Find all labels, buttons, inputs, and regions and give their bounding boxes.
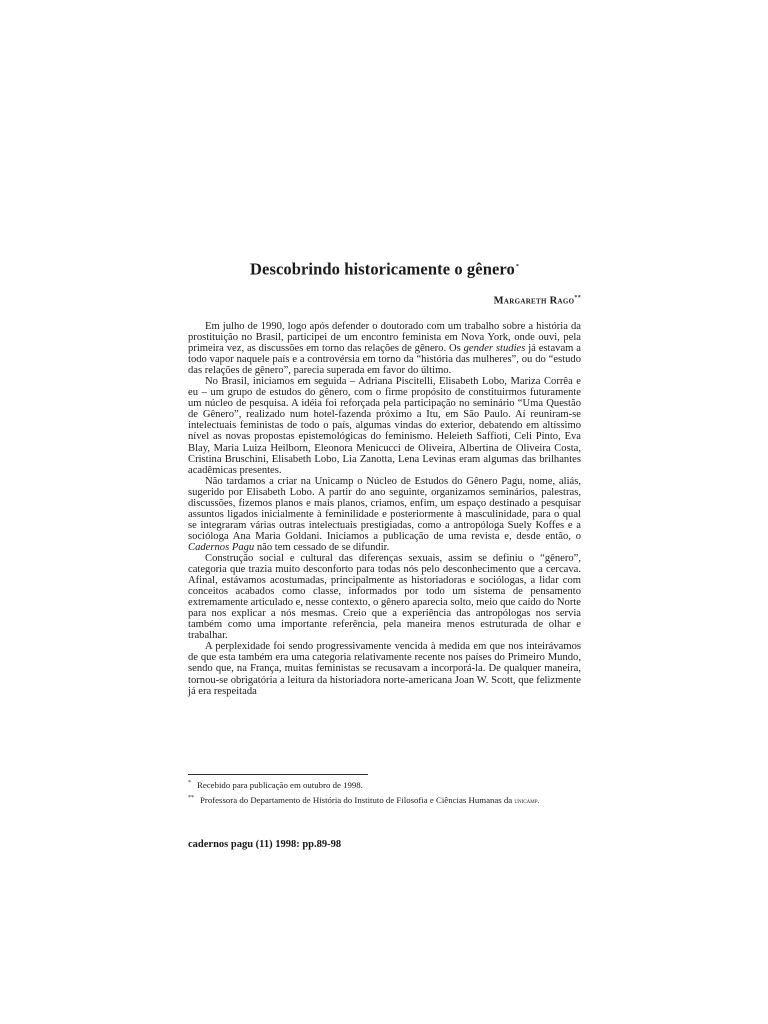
paragraph-1-text-end: já estavam a todo vapor naquele país e a controvérsia em torno da “história das mulheres”, ou do “estudo das relações de gênero”, parecia superada em favor do último. xyxy=(188,343,581,377)
paragraph-3 xyxy=(188,476,581,553)
paragraph-3-text-end: não tem cessado de se difundir. xyxy=(254,541,390,553)
author-footnote-mark: ** xyxy=(574,295,581,301)
footnote-2-institution: unicamp. xyxy=(514,795,540,805)
paragraph-1 xyxy=(188,321,581,376)
paragraph-3-emphasis: Cadernos Pagu xyxy=(188,541,255,553)
footnote-1-mark: * xyxy=(188,780,191,786)
author-name: Margareth Rago xyxy=(493,295,575,307)
paragraph-4 xyxy=(188,553,581,641)
footnote-2 xyxy=(188,794,581,806)
journal-citation: cadernos pagu (11) 1998: pp.89-98 xyxy=(188,839,342,850)
footnote-1-text: Recebido para publicação em outubro de 1998. xyxy=(197,779,363,790)
paragraph-5 xyxy=(188,641,581,696)
document-page xyxy=(188,0,581,1024)
paragraph-4-text: Construção social e cultural das diferenças sexuais, assim se definiu o “gênero”, categoria que trazia muito desconforto para todas nós pelo desconhecimento que a cercava. Afinal, estávamos acostumadas, principalmente as historiadoras e sociólogas, a lidar com conceitos acabados como classe, informados por todo um sistema de pensamento extremamente articulado e, nesse contexto, o gênero aparecia solto, meio que caído do Norte para nos explicar a nós mesmas. Creio que a experiência das antropólogas nos servia também como uma importante referência, pela maneira menos estruturada de olhar e trabalhar. xyxy=(188,552,581,642)
paragraph-5-text: A perplexidade foi sendo progressivamente vencida à medida em que nos inteirávamos de que esta também era uma categoria relativamente recente nos países do Primeiro Mundo, sendo que, na França, muitas feministas se recusavam a incorporá-la. De qualquer maneira, tornou-se obrigatória a leitura da historiadora norte-americana Joan W. Scott, que felizmente já era respeitada xyxy=(188,641,581,697)
footnote-1 xyxy=(188,779,581,791)
paragraph-1-emphasis: gender studies xyxy=(463,343,526,355)
article-body xyxy=(188,321,581,697)
footnotes xyxy=(188,779,581,808)
article-title xyxy=(188,257,581,280)
paragraph-2 xyxy=(188,376,581,475)
paragraph-3-text: Não tardamos a criar na Unicamp o Núcleo de Estudos do Gênero Pagu, nome, aliás, sugerido por Elisabeth Lobo. A partir do ano seguinte, organizamos seminários, palestras, discussões, fizemos planos e mais planos, criamos, enfim, um espaço destinado a pesquisar assuntos ligados inicialmente à feminilidade e posteriormente à masculinidade, para o qual se integraram várias outras intelectuais prestigiadas, como a antropóloga Suely Koffes e a socióloga Ana Maria Goldani. Iniciamos a publicação de uma revista e, desde então, o xyxy=(188,475,581,542)
footnote-2-text: Professora do Departamento de História do Instituto de Filosofia e Ciências Humanas da xyxy=(200,794,515,805)
paragraph-1-text: Em julho de 1990, logo após defender o doutorado com um trabalho sobre a história da prostituição no Brasil, participei de um encontro feminista em Nova York, onde ouvi, pela primeira vez, as discussões em torno das relações de gênero. Os xyxy=(188,321,581,355)
footnote-2-mark: ** xyxy=(188,794,194,801)
article-author xyxy=(494,291,581,309)
paragraph-2-text: No Brasil, iniciamos em seguida – Adriana Piscitelli, Elisabeth Lobo, Mariza Corrêa e eu – um grupo de estudos do gênero, com o firme propósito de constituirmos futuramente um núcleo de pesquisa. A idéia foi reforçada pela participação no seminário “Uma Questão de Gênero”, realizado num hotel-fazenda próximo a Itu, em São Paulo. Aí reuniram-se intelectuais feministas de todo o país, algumas vindas do exterior, debatendo em altíssimo nível as novas propostas epistemológicas do feminismo. Heleieth Saffioti, Celi Pinto, Eva Blay, Maria Luiza Heilborn, Eleonora Menicucci de Oliveira, Albertina de Oliveira Costa, Cristina Bruschini, Elisabeth Lobo, Lia Zanotta, Lena Levinas eram algumas das brilhantes acadêmicas presentes. xyxy=(188,376,581,476)
title-footnote-mark: * xyxy=(515,264,519,270)
footnote-divider xyxy=(188,774,368,775)
article-title-text: Descobrindo historicamente o gênero xyxy=(250,259,515,279)
